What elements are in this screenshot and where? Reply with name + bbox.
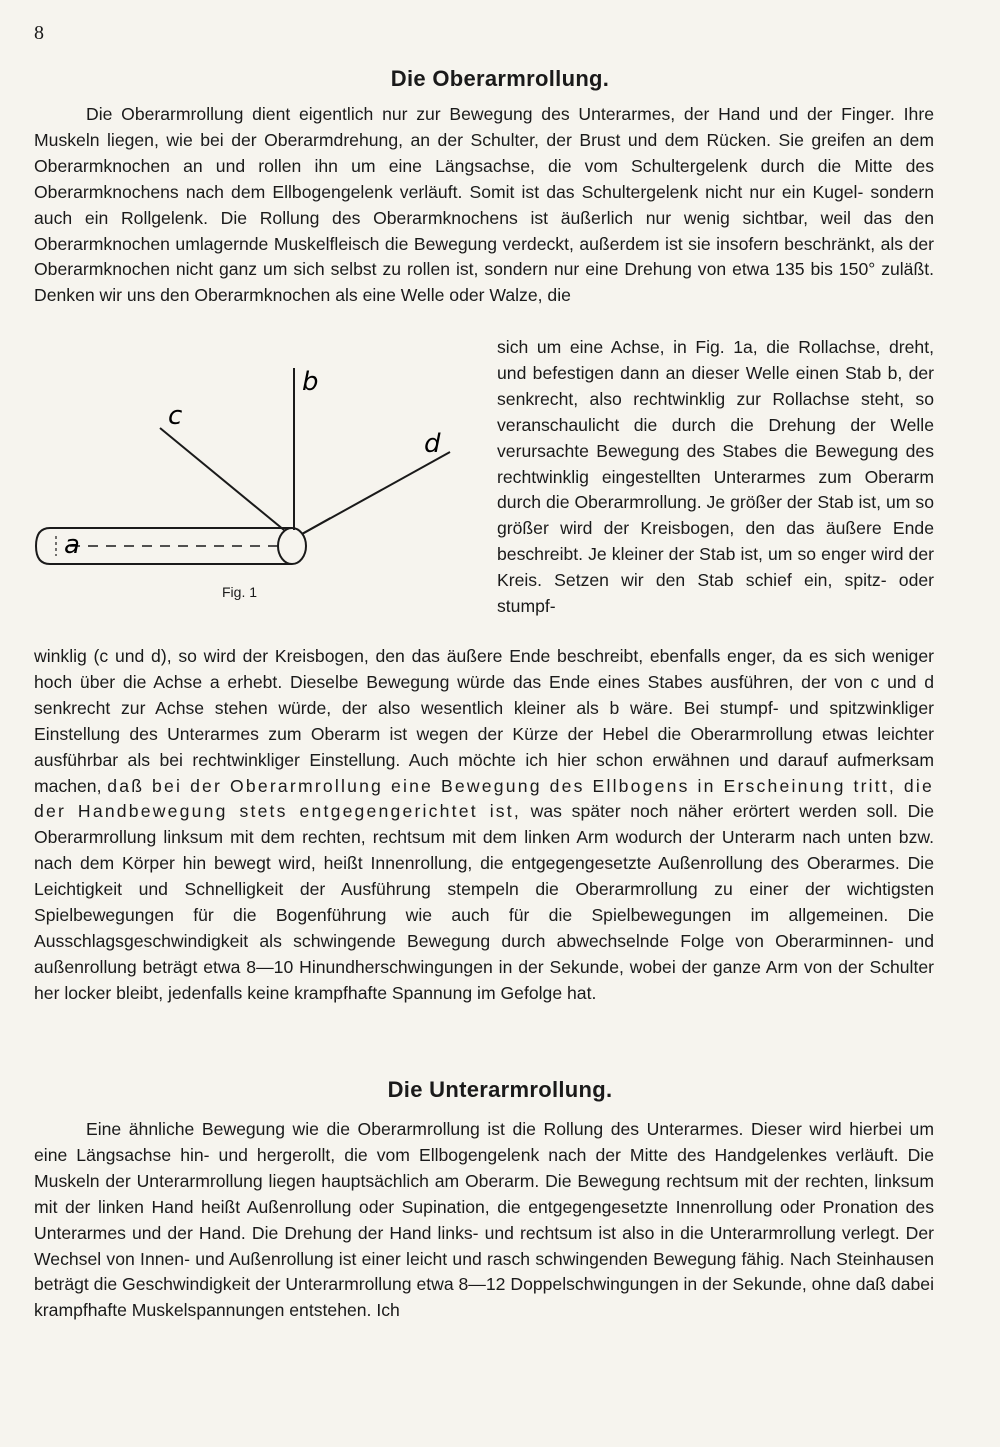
body-text-side <box>497 335 934 620</box>
paragraph: Die Oberarmrollung dient eigentlich nur zur Bewegung des Unterarmes, der Hand und der Finger. Ihre Muskeln liegen, wie bei der Oberarmdrehung, an der Schulter, der Brust und dem Rücken. Sie greifen an dem Oberarmknochen an und rollen ihn um eine Längsachse, die vom Schultergelenk durch die Mitte des Oberarmknochens nach dem Ellbogengelenk verläuft. Somit ist das Schultergelenk nicht nur ein Kugel- sondern auch ein Rollgelenk. Die Rollung des Oberarmknochens ist äußerlich nur wenig sichtbar, weil das den Oberarmknochen umlagernde Muskelfleisch die Bewegung verdeckt, außerdem ist sie insofern beschränkt, als der Oberarmknochen nicht ganz um sich selbst zu rollen ist, sondern nur eine Drehung von etwa 135 bis 150° zuläßt. Denken wir uns den Oberarmknochen als eine Welle oder Walze, die <box>34 104 934 306</box>
body-text-bottom <box>34 644 934 1007</box>
text-run: was später noch näher erörtert werden soll. Die Oberarmrollung linksum mit dem rechten, rechtsum mit dem linken Arm wodurch der Unterarm nach unten bzw. nach dem Körper hin bewegt wird, heißt Innenrollung, die entgegengesetzte Außenrollung des Oberarmes. Die Leichtigkeit und Schnelligkeit der Ausführung stempeln die Oberarmrollung zu einer der wichtigsten Spielbewegungen für die Bogenführung wie auch für die Spielbewegungen im allgemeinen. Die Ausschlagsgeschwindigkeit als schwingende Bewegung durch abwechselnde Folge von Oberarminnen- und außenrollung beträgt etwa 8—10 Hinundherschwingungen in der Sekunde, wobei der ganze Arm von der Schulter her locker bleibt, jedenfalls keine krampfhafte Spannung im Gefolge hat. <box>34 801 934 1003</box>
figure-1 <box>30 360 441 610</box>
label-c: c <box>168 401 183 431</box>
text-run: winklig (c und d), so wird der Kreisbogen, den das äußere Ende beschreibt, ebenfalls enger, da es sich weniger hoch über die Achse a erhebt. Dieselbe Bewegung würde das Ende eines Stabes ausführen, der von c und d senkrecht zur Achse stehen würde, der also wesentlich kleiner als b wäre. Bei stumpf- und spitzwinkliger Einstellung des Unterarmes zum Oberarm ist wegen der Kürze der Hebel die Oberarmrollung etwas leichter ausführbar als bei rechtwinkliger Einstellung. Auch möchte ich hier schon erwähnen und darauf aufmerksam machen, <box>34 646 934 796</box>
section-title-oberarmrollung: Die Oberarmrollung. <box>390 66 610 91</box>
paragraph: sich um eine Achse, in Fig. 1a, die Rollachse, dreht, und befestigen dann an dieser Welle einen Stab b, der senkrecht, also rechtwinklig zur Rollachse steht, so veranschaulicht die durch die Drehung der Welle verursachte Bewegung des Stabes die Bewegung des rechtwinklig eingestellten Unterarmes zum Oberarm durch die Oberarmrollung. Je größer der Stab ist, um so größer wird der Kreisbogen, den das äußere Ende beschreibt. Je kleiner der Stab ist, um so enger wird der Kreis. Setzen wir den Stab schief ein, spitz- oder stumpf- <box>497 337 934 617</box>
page-number: 8 <box>34 22 44 44</box>
paragraph <box>34 644 934 1007</box>
section-title-unterarmrollung: Die Unterarmrollung. <box>387 1077 613 1102</box>
spaced-emphasis: daß bei der Oberarmrollung eine Bewegung des Ellbogens in Erscheinung tritt, die der Handbewegung stets entgegengerichtet ist, <box>34 775 934 822</box>
label-d: d <box>424 429 441 459</box>
figure-caption: Fig. 1 <box>222 584 258 600</box>
label-b: b <box>302 367 319 397</box>
body-text-section2 <box>34 1117 934 1324</box>
label-a: a <box>64 530 80 560</box>
paragraph: Eine ähnliche Bewegung wie die Oberarmrollung ist die Rollung des Unterarmes. Dieser wird hierbei um eine Längsachse hin- und hergerollt, die vom Ellbogengelenk nach der Mitte des Handgelenkes verläuft. Die Muskeln der Unterarmrollung liegen hauptsächlich am Oberarm. Die Bewegung rechtsum mit der rechten, linksum mit der linken Hand heißt Außenrollung oder Supination, die entgegengesetzte Innenrollung oder Pronation des Unterarmes und der Hand. Die Drehung der Hand links- und rechtsum ist also in die Unterarmrollung verlegt. Der Wechsel von Innen- und Außenrollung ist einer leicht und rasch schwingenden Bewegung fähig. Nach Steinhausen beträgt die Geschwindigkeit der Unterarmrollung etwa 8—12 Doppelschwingungen in der Sekunde, ohne daß dabei krampfhafte Muskelspannungen entstehen. Ich <box>34 1119 934 1321</box>
body-text-top <box>34 102 934 309</box>
